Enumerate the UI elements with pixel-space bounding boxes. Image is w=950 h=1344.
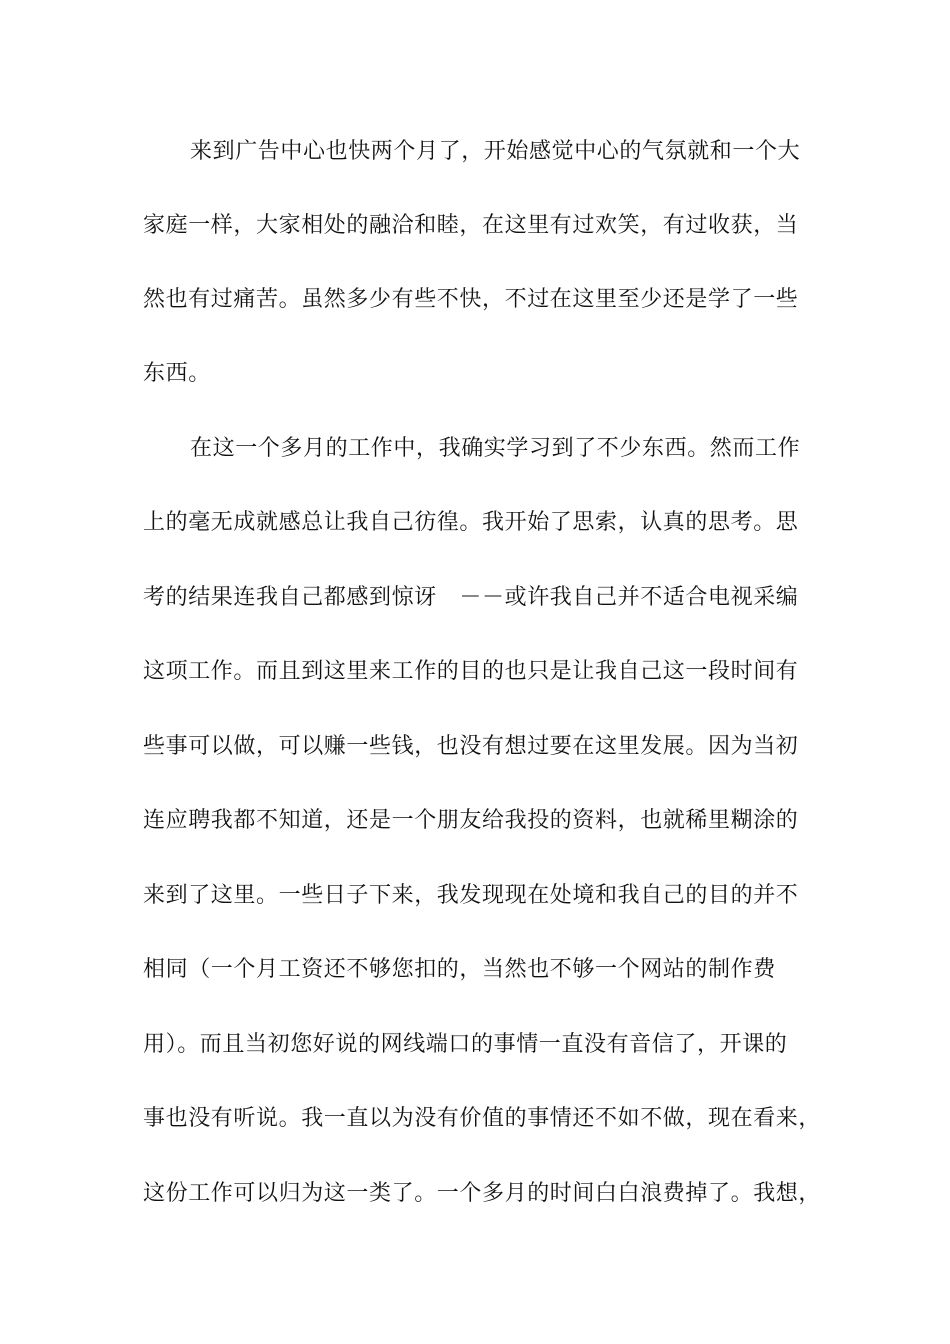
text-line: 这份工作可以归为这一类了。一个多月的时间白白浪费掉了。我想， (143, 1181, 822, 1206)
text-line: 来到了这里。一些日子下来，我发现现在处境和我自己的目的并不 (143, 883, 799, 908)
text-line: 东西。 (143, 361, 211, 386)
text-line: 上的毫无成就感总让我自己彷徨。我开始了思索，认真的思考。思 (143, 510, 799, 535)
text-line: 家庭一样，大家相处的融洽和睦，在这里有过欢笑，有过收获，当 (143, 213, 799, 238)
text-line: 考的结果连我自己都感到惊讶 －－或许我自己并不适合电视采编 (143, 585, 799, 610)
text-line: 在这一个多月的工作中，我确实学习到了不少东西。然而工作 (190, 436, 801, 461)
text-line: 连应聘我都不知道，还是一个朋友给我投的资料，也就稀里糊涂的 (143, 808, 799, 833)
text-line: 事也没有听说。我一直以为没有价值的事情还不如不做，现在看来， (143, 1106, 822, 1131)
text-line: 来到广告中心也快两个月了，开始感觉中心的气氛就和一个大 (190, 139, 801, 164)
text-line: 用）。而且当初您好说的网线端口的事情一直没有音信了，开课的 (143, 1032, 788, 1057)
text-line: 这项工作。而且到这里来工作的目的也只是让我自己这一段时间有 (143, 659, 799, 684)
text-line: 相同（一个月工资还不够您扣的，当然也不够一个网站的制作费 (143, 957, 776, 982)
text-line: 然也有过痛苦。虽然多少有些不快，不过在这里至少还是学了一些 (143, 287, 799, 312)
text-line: 些事可以做，可以赚一些钱，也没有想过要在这里发展。因为当初 (143, 734, 799, 759)
